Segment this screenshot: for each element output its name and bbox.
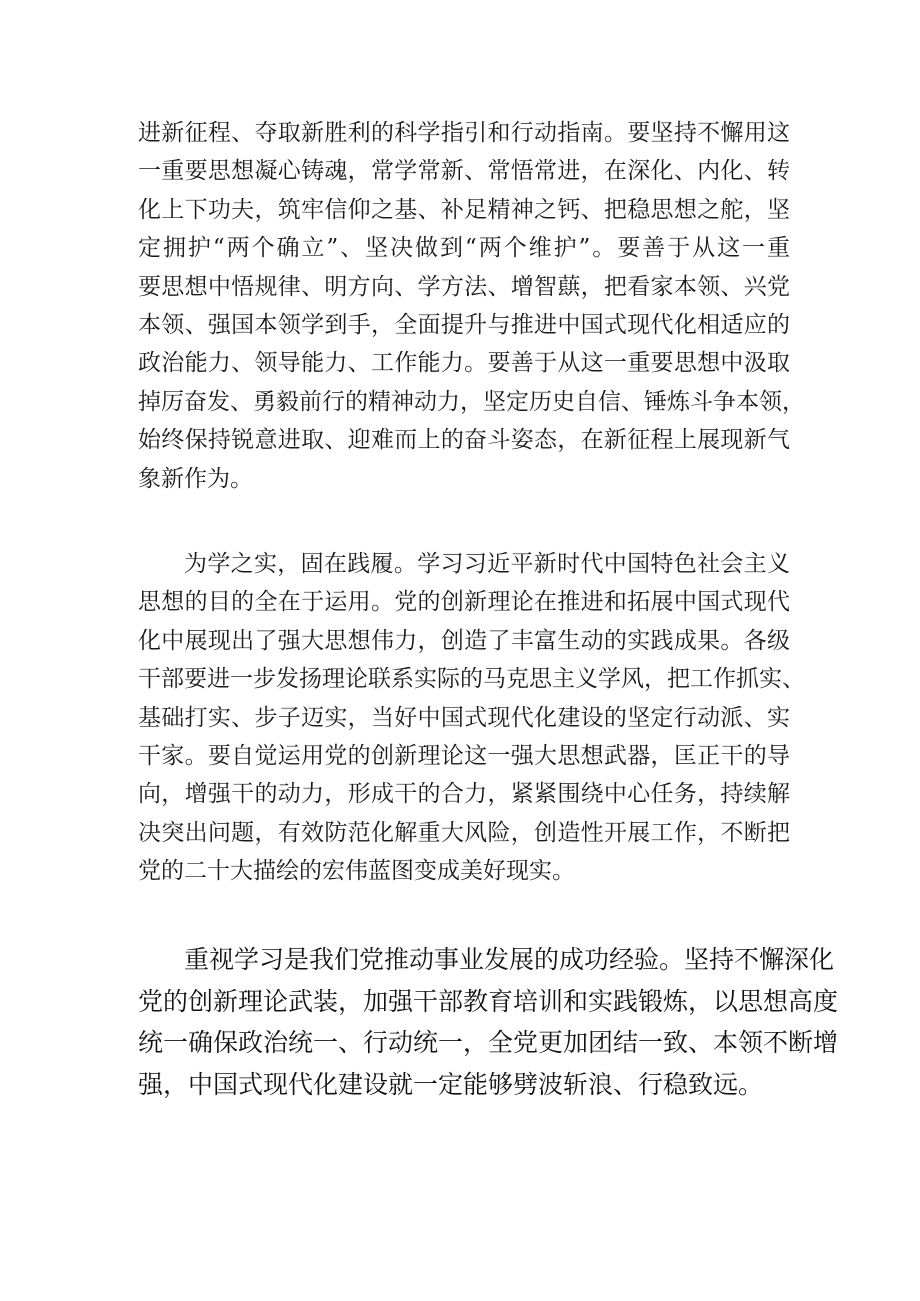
text-line: 基础打实、步子迈实，当好中国式现代化建设的坚定行动派、实 [138,704,790,731]
text-line: 进新征程、夺取新胜利的科学指引和行动指南。要坚持不懈用这 [138,120,790,146]
text-line: 党的二十大描绘的宏伟蓝图变成美好现实。 [138,858,575,885]
text-line: 一重要思想凝心铸魂，常学常新、常悟常进，在深化、内化、转 [138,158,790,185]
text-line: 掉厉奋发、勇毅前行的精神动力，坚定历史自信、锤炼斗争本领， [138,388,805,415]
text-line: 统一确保政治统一、行动统一，全党更加团结一致、本领不断增 [138,1028,839,1057]
text-line: 干家。要自觉运用党的创新理论这一强大思想武器，匡正干的导 [138,743,790,770]
text-line: 决突出问题，有效防范化解重大风险，创造性开展工作，不断把 [138,819,790,846]
text-line: 要思想中悟规律、明方向、学方法、增智蕻，把看家本领、兴党 [138,273,790,300]
text-line: 重视学习是我们党推动事业发展的成功经验。坚持不懈深化 [184,945,835,974]
text-line: 向，增强干的动力，形成干的合力，紧紧围绕中心任务，持续解 [138,781,790,808]
text-line: 政治能力、领导能力、工作能力。要善于从这一重要思想中汲取 [138,350,790,377]
text-line: 定拥护“两个确立”、坚决做到“两个维护”。要善于从这一重 [138,235,790,262]
text-line: 化中展现出了强大思想伟力，创造了丰富生动的实践成果。各级 [138,627,790,654]
paragraph-2 [138,545,805,891]
paragraph-1 [138,114,805,498]
text-line: 化上下功夫，筑牢信仰之基、补足精神之钙、把稳思想之舵，坚 [138,196,790,223]
text-line: 思想的目的全在于运用。党的创新理论在推进和拓展中国式现代 [138,589,790,616]
paragraph-3 [138,939,839,1105]
text-line: 为学之实，固在践履。学习习近平新时代中国特色社会主义 [184,551,790,577]
text-line: 强，中国式现代化建设就一定能够劈波斩浪、行稳致远。 [138,1069,764,1099]
text-line: 本领、强国本领学到手，全面提升与推进中国式现代化相适应的 [138,312,790,339]
text-line: 象新作为。 [138,465,253,492]
text-line: 党的创新理论武装，加强干部教育培训和实践锻炼，以思想高度 [138,986,839,1016]
text-line: 干部要进一步发扬理论联系实际的马克思主义学风，把工作抓实、 [138,666,805,693]
text-line: 始终保持锐意进取、迎难而上的奋斗姿态，在新征程上展现新气 [138,427,790,454]
